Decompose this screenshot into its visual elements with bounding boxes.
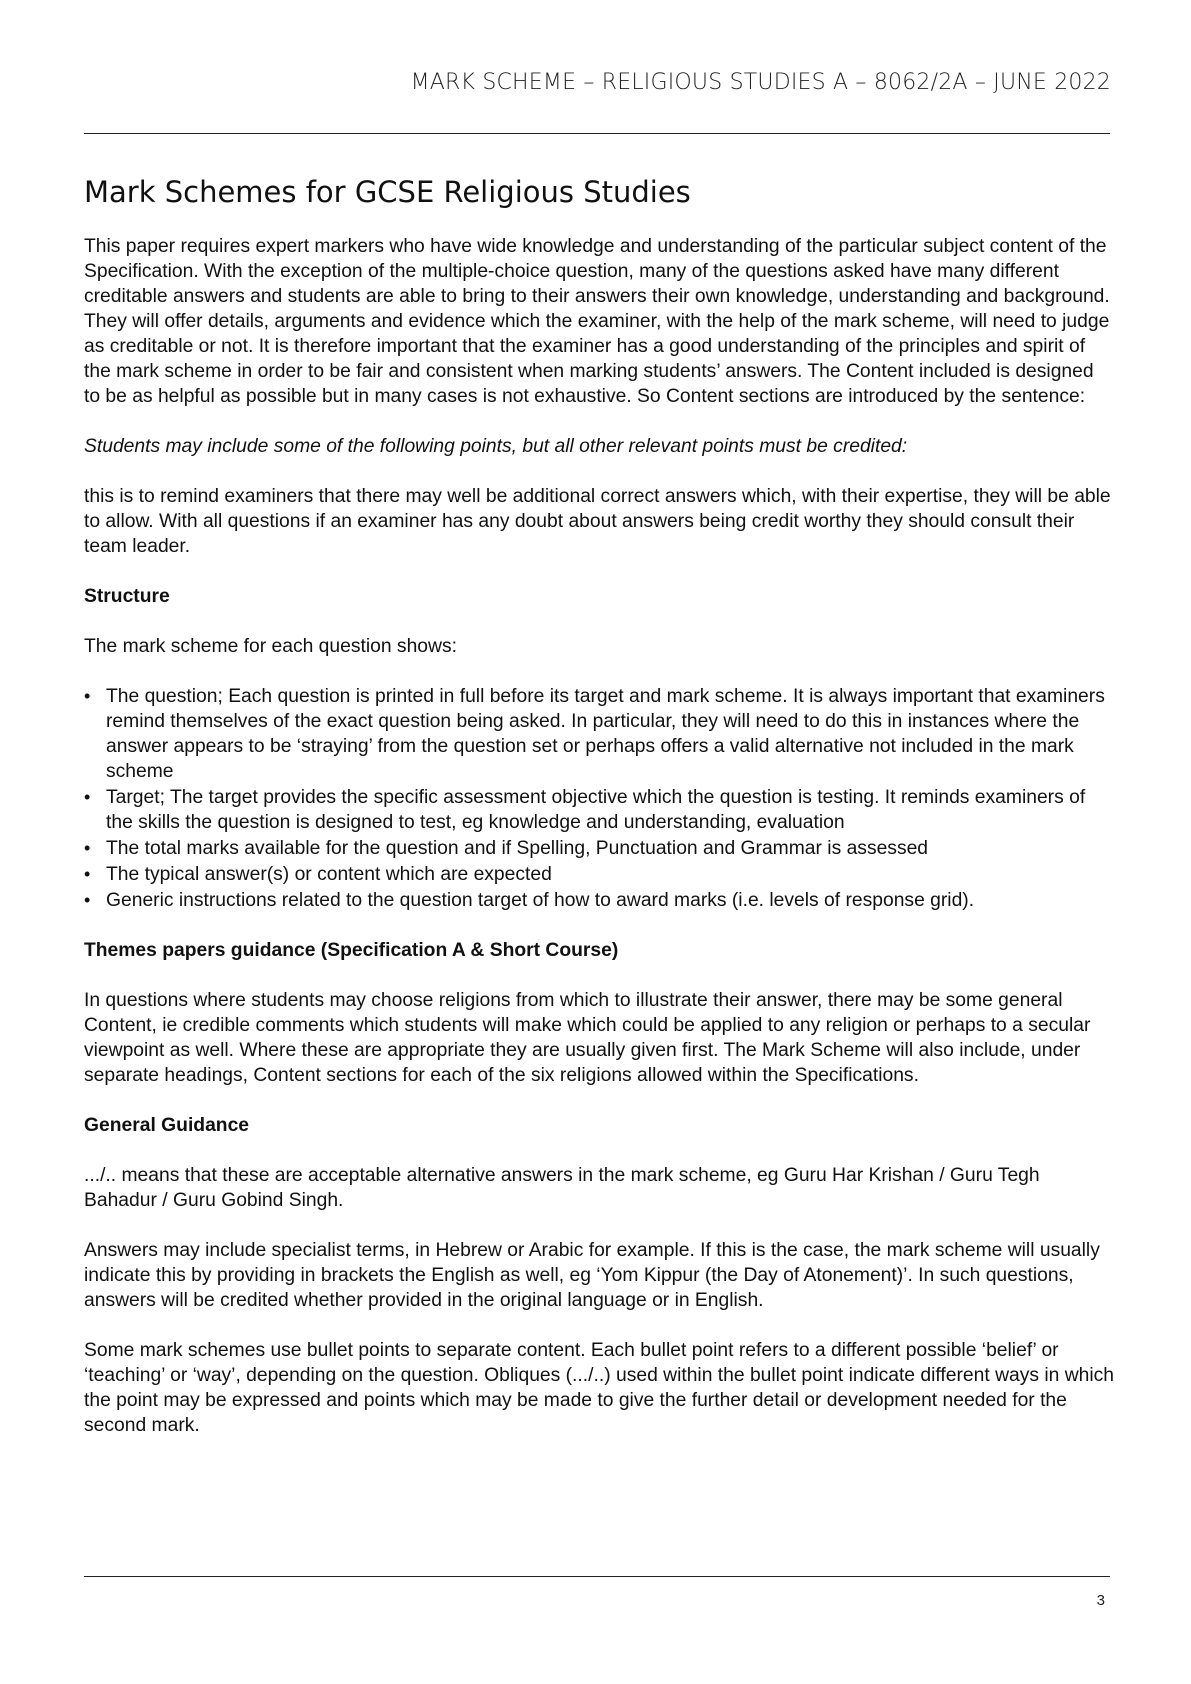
page-number: 3 <box>1096 1592 1105 1609</box>
themes-heading: Themes papers guidance (Specification A & Short Course) <box>84 940 619 961</box>
general-paragraph-2: Answers may include specialist terms, in Hebrew or Arabic for example. If this is the case, the mark scheme will usually indicate this by providing in brackets the English as well, eg ‘Yom Kippur (the Day of Atonement)’. In such questions, answers will be credited whether provided in the original language or in English. <box>84 1240 1100 1311</box>
header-rule <box>84 133 1110 134</box>
main-content <box>84 172 1114 1463</box>
list-item: • Target; The target provides the specific assessment objective which the question is testing. It reminds examiners of the skills the question is designed to test, eg knowledge and understanding, evaluation <box>84 785 1114 835</box>
structure-bullet-list <box>84 684 1114 913</box>
general-paragraph-1: .../.. means that these are acceptable alternative answers in the mark scheme, eg Guru Har Krishan / Guru Tegh Bahadur / Guru Gobind Singh. <box>84 1165 1040 1211</box>
page-title: Mark Schemes for GCSE Religious Studies <box>84 175 691 209</box>
structure-lead: The mark scheme for each question shows: <box>84 636 457 657</box>
intro-paragraph: This paper requires expert markers who have wide knowledge and understanding of the particular subject content of the Specification. With the exception of the multiple-choice question, many of the questions asked have many different creditable answers and students are able to bring to their answers their own knowledge, understanding and background. They will offer details, arguments and evidence which the examiner, with the help of the mark scheme, will need to judge as creditable or not. It is therefore important that the examiner has a good understanding of the principles and spirit of the mark scheme in order to be fair and consistent when marking students’ answers. The Content included is designed to be as helpful as possible but in many cases is not exhaustive. So Content sections are introduced by the sentence: <box>84 236 1110 407</box>
themes-paragraph: In questions where students may choose religions from which to illustrate their answer, there may be some general Content, ie credible comments which students will make which could be applied to any religion or perhaps to a secular viewpoint as well. Where these are appropriate they are usually given first. The Mark Scheme will also include, under separate headings, Content sections for each of the six religions allowed within the Specifications. <box>84 990 1091 1086</box>
reminder-paragraph: this is to remind examiners that there may well be additional correct answers which, with their expertise, they will be able to allow. With all questions if an examiner has any doubt about answers being credit worthy they should consult their team leader. <box>84 486 1111 557</box>
list-item: • The total marks available for the question and if Spelling, Punctuation and Grammar is assessed <box>84 836 1114 861</box>
italic-sentence: Students may include some of the following points, but all other relevant points must be credited: <box>84 436 908 457</box>
running-header: MARK SCHEME – RELIGIOUS STUDIES A – 8062/2A – JUNE 2022 <box>410 70 1111 95</box>
list-item: • The typical answer(s) or content which are expected <box>84 862 1114 887</box>
footer-rule <box>84 1576 1110 1577</box>
structure-heading: Structure <box>84 586 170 607</box>
general-guidance-heading: General Guidance <box>84 1115 250 1136</box>
list-item: • The question; Each question is printed in full before its target and mark scheme. It is always important that examiners remind themselves of the exact question being asked. In particular, they will need to do this in instances where the answer appears to be ‘straying’ from the question set or perhaps offers a valid alternative not included in the mark scheme <box>84 684 1114 784</box>
list-item: • Generic instructions related to the question target of how to award marks (i.e. levels of response grid). <box>84 888 1114 913</box>
general-paragraph-3: Some mark schemes use bullet points to separate content. Each bullet point refers to a different possible ‘belief’ or ‘teaching’ or ‘way’, depending on the question. Obliques (.../..) used within the bullet point indicate different ways in which the point may be expressed and points which may be made to give the further detail or development needed for the second mark. <box>84 1340 1115 1436</box>
